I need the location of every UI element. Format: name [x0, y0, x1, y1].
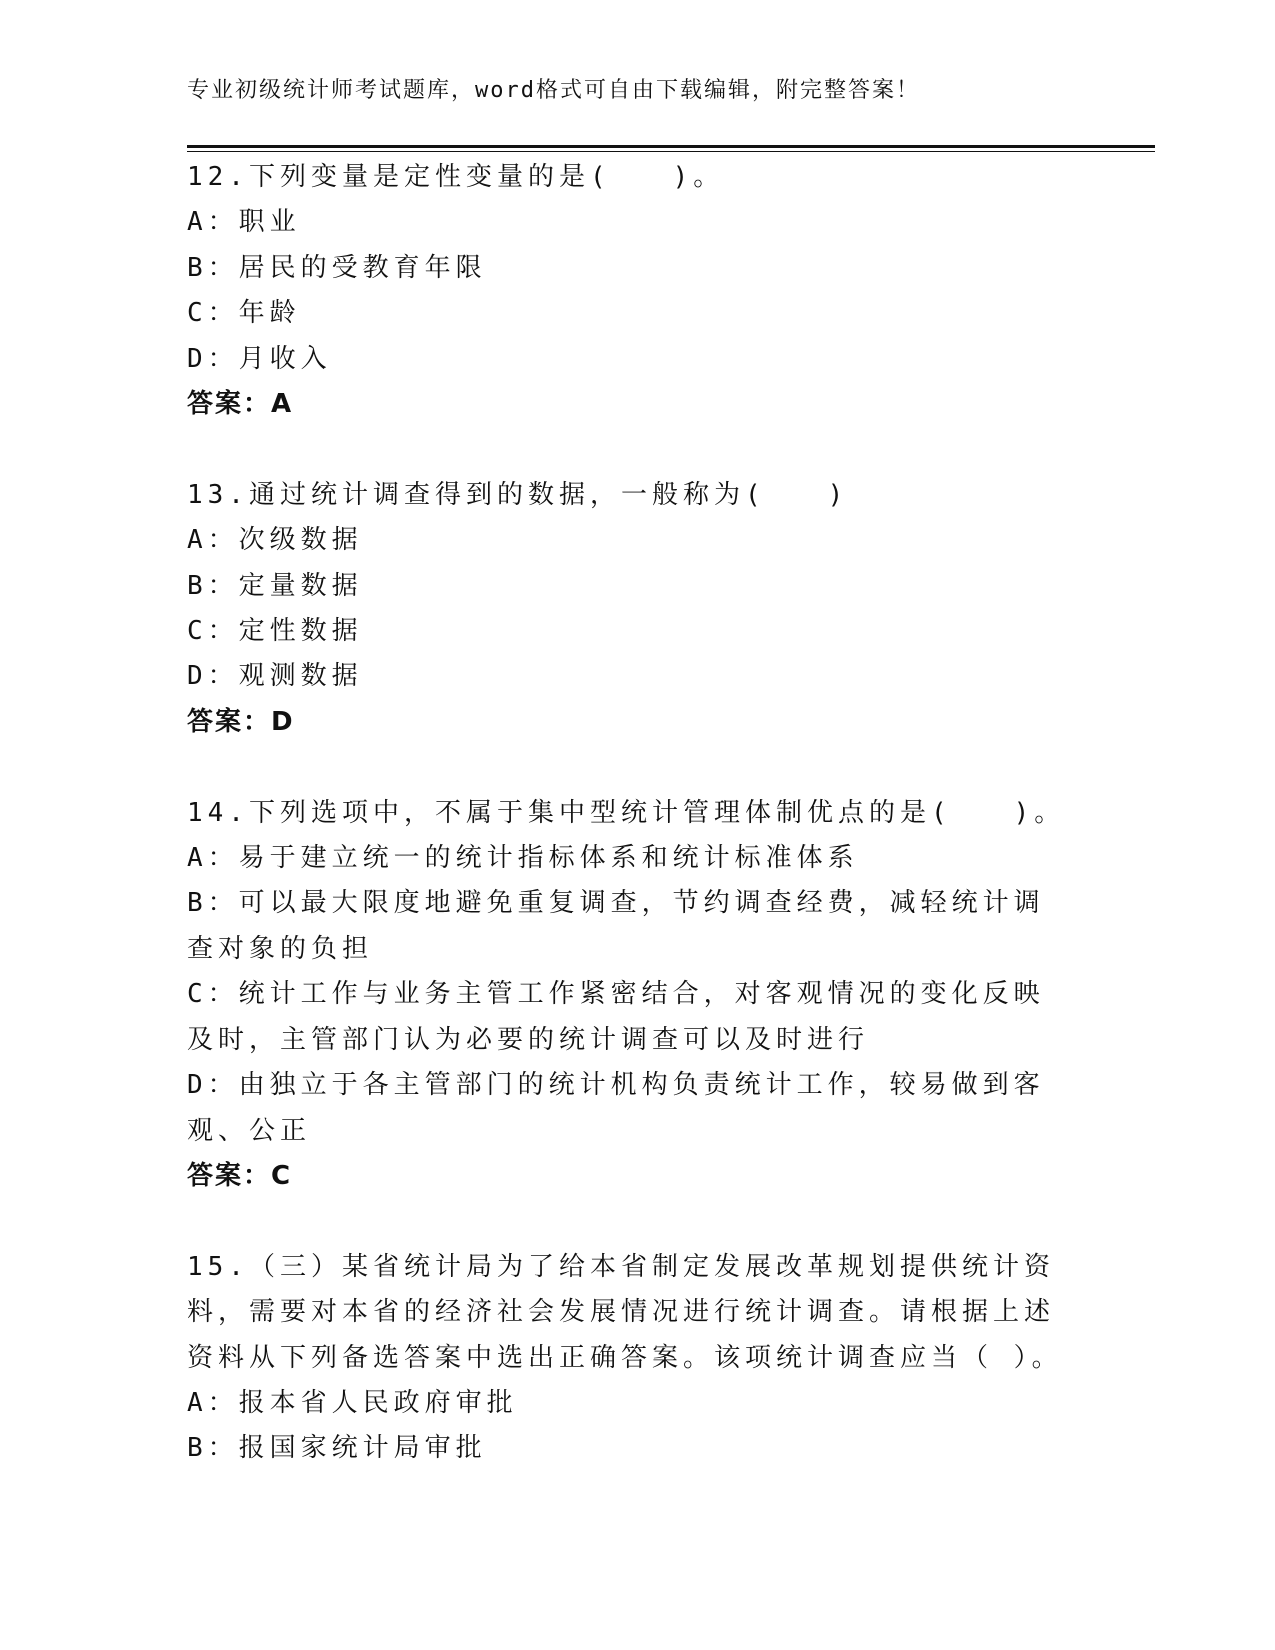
option-b: B：居民的受教育年限 — [187, 252, 487, 283]
option-d: D：月收入 — [187, 343, 332, 374]
option-a: A：次级数据 — [187, 525, 363, 556]
question-13 — [187, 473, 1067, 745]
question-stem: 13.通过统计调查得到的数据，一般称为( ) — [187, 479, 849, 510]
answer-text: 答案：D — [187, 706, 295, 737]
option-a: A：职业 — [187, 207, 301, 238]
question-stem: 14.下列选项中，不属于集中型统计管理体制优点的是( )。 — [187, 797, 1066, 828]
header-rule-thin — [187, 151, 1155, 152]
header-rule-thick — [187, 145, 1155, 148]
option-d: D：由独立于各主管部门的统计机构负责统计工作，较易做到客观、公正 — [187, 1070, 1045, 1146]
option-c: C：统计工作与业务主管工作紧密结合，对客观情况的变化反映及时，主管部门认为必要的统计调查可以及时进行 — [187, 979, 1045, 1055]
question-12 — [187, 155, 1067, 427]
option-d: D：观测数据 — [187, 661, 363, 692]
question-list — [187, 155, 1067, 1472]
option-a: A：易于建立统一的统计指标体系和统计标准体系 — [187, 843, 859, 874]
option-c: C：定性数据 — [187, 616, 363, 647]
answer-text: 答案：A — [187, 389, 294, 420]
question-15 — [187, 1245, 1067, 1472]
option-b: B：定量数据 — [187, 570, 363, 601]
option-c: C：年龄 — [187, 298, 301, 329]
option-b: B：可以最大限度地避免重复调查，节约调查经费，减轻统计调查对象的负担 — [187, 888, 1045, 964]
question-14 — [187, 791, 1067, 1200]
question-stem: 12.下列变量是定性变量的是( )。 — [187, 162, 725, 192]
answer-text: 答案：C — [187, 1160, 293, 1191]
option-b: B：报国家统计局审批 — [187, 1433, 487, 1464]
question-stem: 15.（三）某省统计局为了给本省制定发展改革规划提供统计资料，需要对本省的经济社会发展情况进行统计调查。请根据上述资料从下列备选答案中选出正确答案。该项统计调查应当（ ）。 — [187, 1251, 1063, 1373]
option-a: A：报本省人民政府审批 — [187, 1387, 518, 1418]
page-header: 专业初级统计师考试题库，word格式可自由下载编辑，附完整答案！ — [187, 78, 920, 103]
